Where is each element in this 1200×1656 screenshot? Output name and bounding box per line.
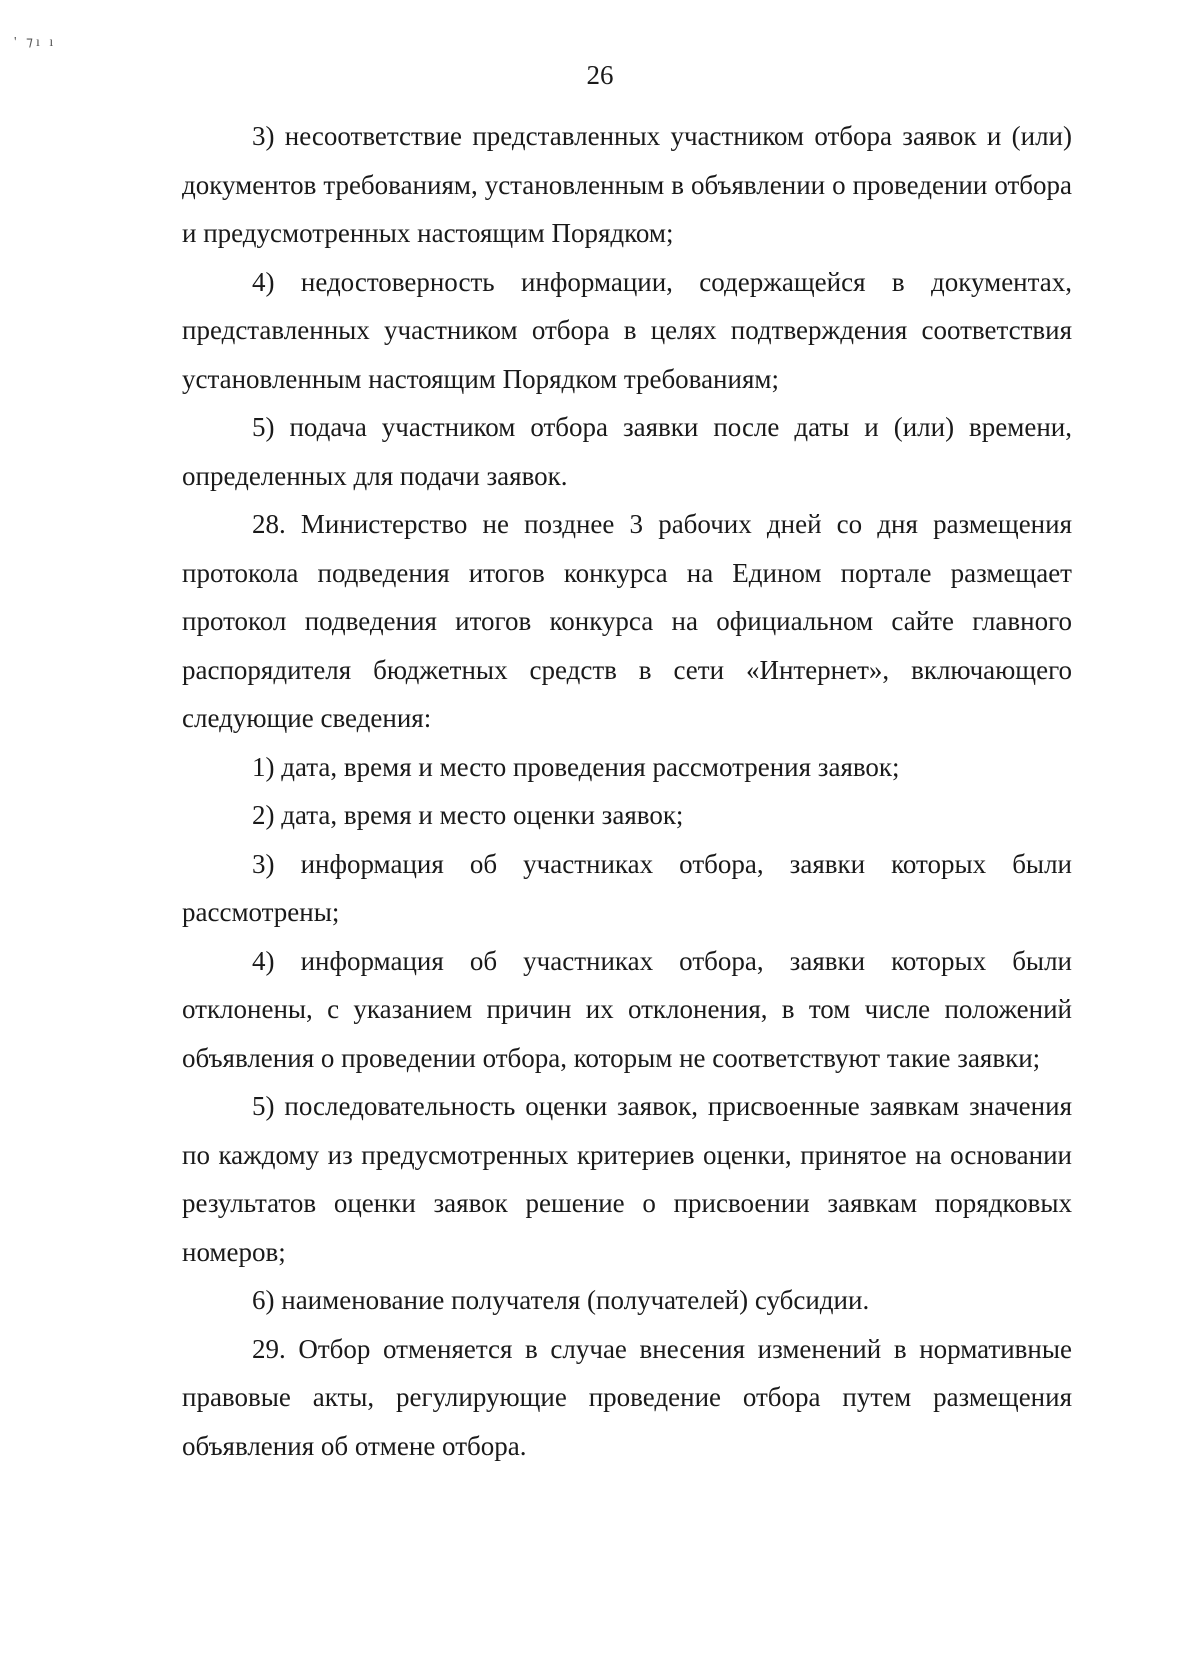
page-number: 26: [586, 60, 614, 90]
paragraph-subitem-3: 3) информация об участниках отбора, заявки которых были рассмотрены;: [182, 848, 1072, 927]
paragraph-item-4: 4) недостоверность информации, содержащейся в документах, представленных участником отбора в целях подтверждения соответствия установленным настоящим Порядком требованиям;: [182, 266, 1072, 394]
paragraph-subitem-4: 4) информация об участниках отбора, заявки которых были отклонены, с указанием причин их отклонения, в том числе положений объявления о проведении отбора, которым не соответствуют такие заявки;: [182, 945, 1072, 1073]
paragraph-subitem-6: 6) наименование получателя (получателей) субсидии.: [252, 1285, 870, 1315]
paragraph-clause-29: 29. Отбор отменяется в случае внесения изменений в нормативные правовые акты, регулирующие проведение отбора путем размещения объявления об отмене отбора.: [182, 1333, 1072, 1461]
document-body: [182, 112, 1072, 1470]
scan-mark: ' ⁊ı ı: [14, 35, 57, 50]
paragraph-clause-28: 28. Министерство не позднее 3 рабочих дней со дня размещения протокола подведения итогов конкурса на Едином портале размещает протокол подведения итогов конкурса на официальном сайте главного распорядителя бюджетных средств в сети «Интернет», включающего следующие сведения:: [182, 509, 1072, 733]
paragraph-subitem-1: 1) дата, время и место проведения рассмотрения заявок;: [252, 751, 900, 782]
paragraph-item-5: 5) подача участником отбора заявки после даты и (или) времени, определенных для подачи заявок.: [182, 412, 1072, 491]
paragraph-subitem-2: 2) дата, время и место оценки заявок;: [252, 800, 684, 830]
paragraph-item-3: 3) несоответствие представленных участником отбора заявок и (или) документов требованиям, установленным в объявлении о проведении отбора и предусмотренных настоящим Порядком;: [182, 121, 1072, 248]
paragraph-subitem-5: 5) последовательность оценки заявок, присвоенные заявкам значения по каждому из предусмотренных критериев оценки, принятое на основании результатов оценки заявок решение о присвоении заявкам порядковых номеров;: [182, 1091, 1072, 1267]
